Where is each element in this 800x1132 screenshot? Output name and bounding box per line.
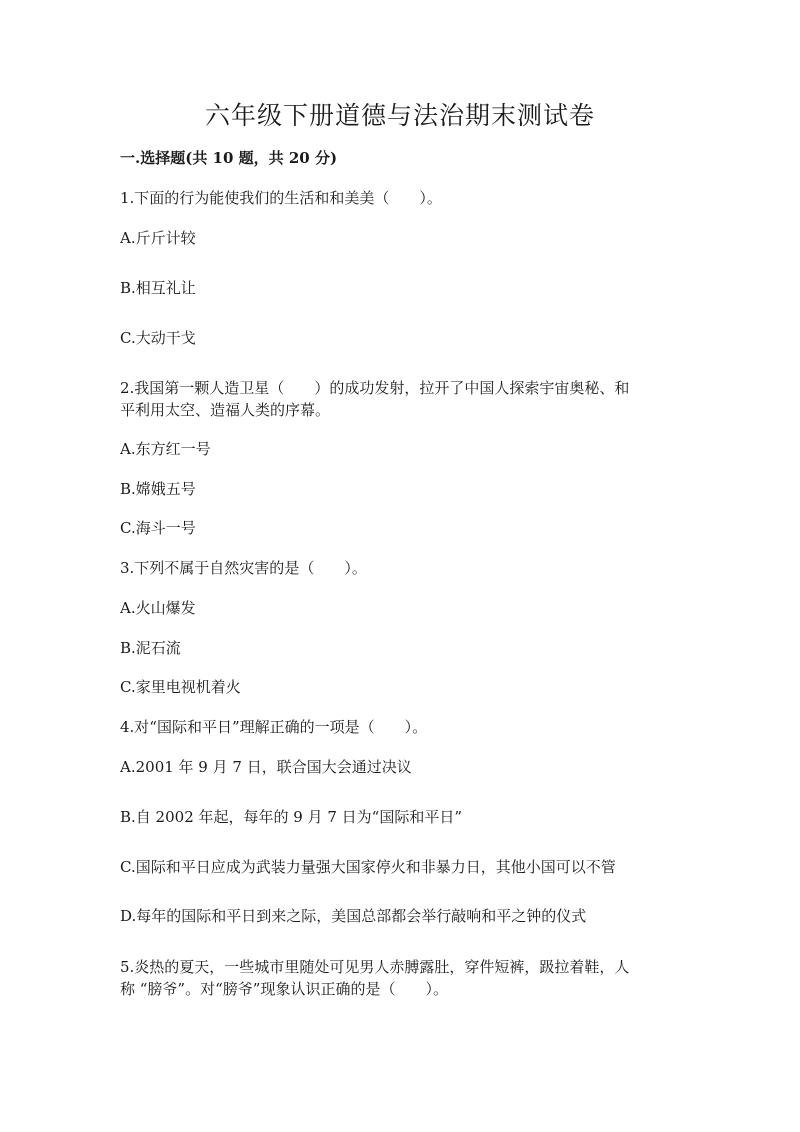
question-4-option-c: C.国际和平日应成为武装力量强大国家停火和非暴力日，其他小国可以不管: [120, 858, 616, 876]
question-2-option-b: B.嫦娥五号: [120, 480, 196, 498]
section-heading: 一.选择题(共 10 题，共 20 分): [120, 149, 338, 167]
question-2-stem-line2: 平利用太空、造福人类的序幕。: [120, 401, 331, 419]
question-3-option-a: A.火山爆发: [120, 599, 196, 617]
question-4-stem: 4.对“国际和平日”理解正确的一项是（ ）。: [120, 718, 428, 736]
question-4-option-b: B.自 2002 年起，每年的 9 月 7 日为“国际和平日”: [120, 808, 462, 826]
question-5-stem-line2: 称 “膀爷”。对“膀爷”现象认识正确的是（ ）。: [120, 980, 448, 998]
question-3-option-c: C.家里电视机着火: [120, 678, 241, 696]
question-1-stem: 1.下面的行为能使我们的生活和和美美（ ）。: [120, 189, 442, 207]
question-2-stem-line1: 2.我国第一颗人造卫星（ ）的成功发射，拉开了中国人探索宇宙奥秘、和: [120, 379, 630, 397]
question-5-stem-line1: 5.炎热的夏天，一些城市里随处可见男人赤膊露肚，穿件短裤，趿拉着鞋，人: [120, 958, 630, 976]
page-title: 六年级下册道德与法治期末测试卷: [204, 101, 595, 130]
question-1-option-b: B.相互礼让: [120, 279, 196, 297]
question-1-option-c: C.大动干戈: [120, 329, 196, 347]
question-4-option-d: D.每年的国际和平日到来之际，美国总部都会举行敲响和平之钟的仪式: [120, 907, 587, 925]
question-3-option-b: B.泥石流: [120, 639, 181, 657]
question-4-option-a: A.2001 年 9 月 7 日，联合国大会通过决议: [120, 758, 412, 776]
question-2-option-c: C.海斗一号: [120, 519, 196, 537]
question-1-option-a: A.斤斤计较: [120, 229, 196, 247]
question-2-option-a: A.东方红一号: [120, 440, 211, 458]
question-3-stem: 3.下列不属于自然灾害的是（ ）。: [120, 559, 367, 577]
